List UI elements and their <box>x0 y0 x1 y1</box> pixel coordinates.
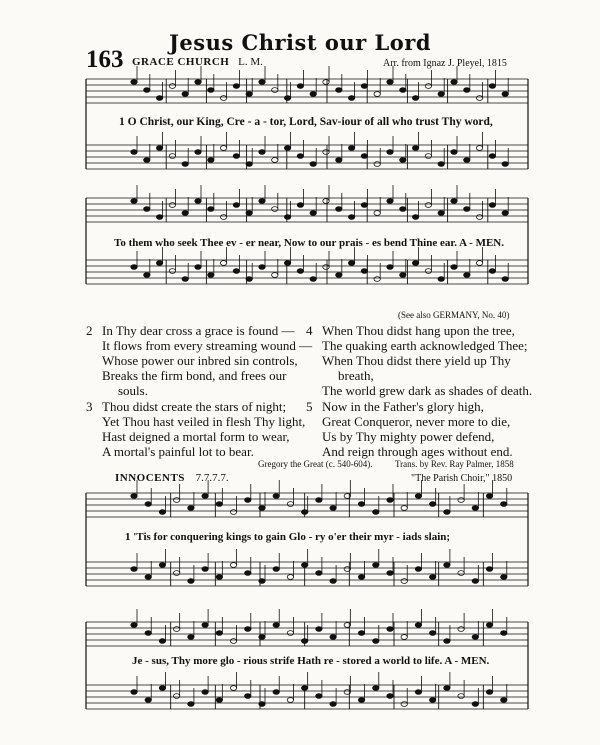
lyric-line-3: 1 'Tis for conquering kings to gain Glo - ry o'er their myr - iads slain; <box>125 531 451 543</box>
note-head <box>208 273 214 278</box>
note-head <box>361 203 367 208</box>
note-head <box>323 265 329 270</box>
note-head <box>458 571 464 576</box>
note-head <box>188 506 194 511</box>
note-head <box>245 694 251 699</box>
note-head <box>502 92 508 97</box>
note-head <box>489 154 495 159</box>
note-head <box>387 498 393 503</box>
note-head <box>400 207 406 212</box>
note-head <box>476 261 482 266</box>
note-head <box>501 502 507 507</box>
note-head <box>451 150 457 155</box>
note-head <box>310 211 316 216</box>
note-head <box>336 273 342 278</box>
note-head <box>259 199 265 204</box>
note-head <box>348 146 354 151</box>
note-head <box>195 150 201 155</box>
lyric-line-4: Je - sus, Thy more glo - rious strife Hath re - stored a world to life. A - MEN. <box>132 655 490 667</box>
verse-line: When Thou didst hang upon the tree, <box>322 323 515 338</box>
note-head <box>202 690 208 695</box>
note-head <box>361 84 367 89</box>
note-head <box>259 635 265 640</box>
note-head <box>373 686 379 691</box>
note-head <box>429 575 435 580</box>
note-head <box>169 154 175 159</box>
verse-line: Us by Thy mighty power defend, <box>322 429 495 444</box>
note-head <box>387 199 393 204</box>
note-head <box>131 199 137 204</box>
verse-line: Breaks the firm bond, and frees our <box>102 368 287 383</box>
note-head <box>287 575 293 580</box>
note-head <box>230 639 236 644</box>
note-head <box>208 88 214 93</box>
note-head <box>301 639 307 644</box>
verse-line: Great Conqueror, never more to die, <box>322 414 511 429</box>
note-head <box>444 639 450 644</box>
note-head <box>472 506 478 511</box>
note-head <box>502 162 508 167</box>
note-head <box>173 627 179 632</box>
note-head <box>159 510 165 515</box>
note-head <box>173 498 179 503</box>
note-head <box>401 635 407 640</box>
note-head <box>284 96 290 101</box>
note-head <box>489 84 495 89</box>
note-head <box>287 502 293 507</box>
note-head <box>472 579 478 584</box>
note-head <box>245 627 251 632</box>
note-head <box>387 627 393 632</box>
note-head <box>444 510 450 515</box>
note-head <box>438 162 444 167</box>
note-head <box>273 567 279 572</box>
note-head <box>202 567 208 572</box>
note-head <box>373 510 379 515</box>
note-head <box>272 273 278 278</box>
note-head <box>208 207 214 212</box>
note-head <box>415 690 421 695</box>
note-head <box>387 694 393 699</box>
note-head <box>216 575 222 580</box>
note-head <box>220 261 226 266</box>
note-head <box>425 203 431 208</box>
note-head <box>348 96 354 101</box>
note-head <box>374 162 380 167</box>
note-head <box>259 702 265 707</box>
note-head <box>323 199 329 204</box>
tune-source: "The Parish Choir," 1850 <box>411 473 513 484</box>
verse-line: When Thou didst there yield up Thy <box>322 353 511 368</box>
note-head <box>323 80 329 85</box>
note-head <box>358 502 364 507</box>
note-head <box>330 702 336 707</box>
note-head <box>259 506 265 511</box>
note-head <box>425 269 431 274</box>
author-credit: Gregory the Great (c. 540-604). <box>258 459 373 469</box>
note-head <box>159 563 165 568</box>
note-head <box>429 502 435 507</box>
note-head <box>464 158 470 163</box>
page-title: Jesus Christ our Lord <box>168 30 432 55</box>
note-head <box>401 506 407 511</box>
note-head <box>336 207 342 212</box>
note-head <box>438 92 444 97</box>
note-head <box>230 510 236 515</box>
note-head <box>476 146 482 151</box>
note-head <box>501 575 507 580</box>
note-head <box>182 92 188 97</box>
note-head <box>412 96 418 101</box>
note-head <box>233 203 239 208</box>
note-head <box>156 215 162 220</box>
verse-line: It flows from every streaming wound — <box>102 338 313 353</box>
note-head <box>374 277 380 282</box>
note-head <box>486 623 492 628</box>
note-head <box>310 162 316 167</box>
note-head <box>415 494 421 499</box>
note-head <box>400 158 406 163</box>
note-head <box>425 84 431 89</box>
note-head <box>358 698 364 703</box>
note-head <box>458 498 464 503</box>
note-head <box>464 88 470 93</box>
note-head <box>169 84 175 89</box>
verse-number: 4 <box>306 323 313 338</box>
note-head <box>387 265 393 270</box>
note-head <box>489 203 495 208</box>
note-head <box>145 631 151 636</box>
note-head <box>287 631 293 636</box>
note-head <box>451 265 457 270</box>
note-head <box>230 563 236 568</box>
note-head <box>415 567 421 572</box>
note-head <box>438 277 444 282</box>
see-also-note: (See also GERMANY, No. 40) <box>398 310 510 320</box>
note-head <box>156 261 162 266</box>
tune-header-innocents <box>115 472 229 484</box>
note-head <box>310 277 316 282</box>
note-head <box>159 639 165 644</box>
verse-5 <box>306 399 513 459</box>
note-head <box>195 80 201 85</box>
note-head <box>486 567 492 572</box>
verse-line: And reign through ages without end. <box>322 444 513 459</box>
note-head <box>131 690 137 695</box>
tune-meter: L. M. <box>238 56 263 68</box>
verse-number: 2 <box>86 323 93 338</box>
note-head <box>330 579 336 584</box>
note-head <box>246 211 252 216</box>
note-head <box>173 571 179 576</box>
note-head <box>220 146 226 151</box>
note-head <box>297 84 303 89</box>
note-head <box>373 639 379 644</box>
note-head <box>284 261 290 266</box>
note-head <box>182 277 188 282</box>
note-head <box>131 265 137 270</box>
translator-credit: Trans. by Rev. Ray Palmer, 1858 <box>395 459 514 469</box>
verse-line: Whose power our inbred sin controls, <box>102 353 298 368</box>
note-head <box>348 261 354 266</box>
note-head <box>301 686 307 691</box>
note-head <box>348 215 354 220</box>
note-head <box>316 694 322 699</box>
verse-2 <box>86 323 312 398</box>
note-head <box>464 207 470 212</box>
note-head <box>220 96 226 101</box>
note-head <box>412 146 418 151</box>
note-head <box>131 494 137 499</box>
note-head <box>429 698 435 703</box>
note-head <box>415 623 421 628</box>
note-head <box>273 690 279 695</box>
note-head <box>297 203 303 208</box>
hymn-number: 163 <box>86 46 124 73</box>
note-head <box>429 631 435 636</box>
note-head <box>374 92 380 97</box>
tune-name: INNOCENTS <box>115 472 185 484</box>
verse-4 <box>306 323 532 398</box>
note-head <box>489 269 495 274</box>
note-head <box>486 690 492 695</box>
verse-line: The quaking earth acknowledged Thee; <box>322 338 528 353</box>
note-head <box>336 158 342 163</box>
note-head <box>401 579 407 584</box>
note-head <box>246 92 252 97</box>
note-head <box>246 162 252 167</box>
lyric-line-2: To them who seek Thee ev - er near, Now to our prais - es bend Thine ear. A - MEN. <box>114 237 505 249</box>
note-head <box>195 199 201 204</box>
note-head <box>323 150 329 155</box>
note-head <box>501 698 507 703</box>
note-head <box>259 579 265 584</box>
note-head <box>259 150 265 155</box>
note-head <box>131 150 137 155</box>
note-head <box>387 150 393 155</box>
note-head <box>297 154 303 159</box>
note-head <box>173 694 179 699</box>
verse-line: The world grew dark as shades of death. <box>322 383 533 398</box>
note-head <box>412 261 418 266</box>
note-head <box>387 571 393 576</box>
note-head <box>188 635 194 640</box>
note-head <box>502 277 508 282</box>
note-head <box>245 571 251 576</box>
note-head <box>301 510 307 515</box>
verse-line: breath, <box>338 368 374 383</box>
note-head <box>245 498 251 503</box>
note-head <box>246 277 252 282</box>
note-head <box>208 158 214 163</box>
note-head <box>374 211 380 216</box>
note-head <box>202 623 208 628</box>
note-head <box>316 571 322 576</box>
note-head <box>412 215 418 220</box>
note-head <box>284 215 290 220</box>
note-head <box>202 494 208 499</box>
note-head <box>316 627 322 632</box>
note-head <box>284 146 290 151</box>
note-head <box>169 269 175 274</box>
note-head <box>144 158 150 163</box>
note-head <box>502 211 508 216</box>
note-head <box>145 502 151 507</box>
note-head <box>444 686 450 691</box>
note-head <box>400 88 406 93</box>
tune-meter: 7.7.7.7. <box>195 472 229 484</box>
note-head <box>230 686 236 691</box>
verse-line: Yet Thou hast veiled in flesh Thy light, <box>102 414 306 429</box>
note-head <box>233 84 239 89</box>
note-head <box>259 265 265 270</box>
note-head <box>458 694 464 699</box>
note-head <box>182 162 188 167</box>
note-head <box>336 88 342 93</box>
note-head <box>476 96 482 101</box>
verse-3 <box>86 399 305 459</box>
note-head <box>401 702 407 707</box>
note-head <box>159 686 165 691</box>
note-head <box>451 80 457 85</box>
note-head <box>451 199 457 204</box>
note-head <box>131 80 137 85</box>
note-head <box>330 506 336 511</box>
note-head <box>216 698 222 703</box>
note-head <box>438 211 444 216</box>
note-head <box>182 211 188 216</box>
note-head <box>156 146 162 151</box>
note-head <box>273 494 279 499</box>
note-head <box>131 567 137 572</box>
note-head <box>272 88 278 93</box>
note-head <box>273 623 279 628</box>
note-head <box>259 80 265 85</box>
note-head <box>195 265 201 270</box>
verse-line: Thou didst create the stars of night; <box>102 399 287 414</box>
note-head <box>145 698 151 703</box>
note-head <box>361 269 367 274</box>
note-head <box>272 207 278 212</box>
note-head <box>361 154 367 159</box>
verse-line: souls. <box>118 383 148 398</box>
note-head <box>233 269 239 274</box>
note-head <box>358 631 364 636</box>
note-head <box>458 627 464 632</box>
note-head <box>387 80 393 85</box>
verse-line: In Thy dear cross a grace is found — <box>102 323 295 338</box>
note-head <box>144 88 150 93</box>
note-head <box>272 158 278 163</box>
note-head <box>373 563 379 568</box>
note-head <box>233 154 239 159</box>
note-head <box>472 635 478 640</box>
note-head <box>476 215 482 220</box>
note-head <box>144 273 150 278</box>
note-head <box>486 494 492 499</box>
note-head <box>444 563 450 568</box>
note-head <box>501 631 507 636</box>
note-head <box>464 273 470 278</box>
tune-name: GRACE CHURCH <box>132 56 230 68</box>
verse-number: 3 <box>86 399 93 414</box>
note-head <box>156 96 162 101</box>
lyric-line-1: 1 O Christ, our King, Cre - a - tor, Lord, Sav-iour of all who trust Thy word, <box>119 116 493 128</box>
verse-number: 5 <box>306 399 313 414</box>
note-head <box>297 269 303 274</box>
note-head <box>169 203 175 208</box>
note-head <box>310 92 316 97</box>
note-head <box>301 563 307 568</box>
note-head <box>188 702 194 707</box>
note-head <box>358 575 364 580</box>
note-head <box>144 207 150 212</box>
note-head <box>472 702 478 707</box>
note-head <box>425 154 431 159</box>
note-head <box>188 579 194 584</box>
note-head <box>216 502 222 507</box>
verse-line: A mortal's painful lot to bear. <box>102 444 254 459</box>
verse-line: Now in the Father's glory high, <box>322 399 484 414</box>
verse-line: Hast deigned a mortal form to wear, <box>102 429 290 444</box>
note-head <box>131 623 137 628</box>
note-head <box>316 498 322 503</box>
note-head <box>287 698 293 703</box>
note-head <box>220 215 226 220</box>
note-head <box>330 635 336 640</box>
note-head <box>400 273 406 278</box>
note-head <box>145 575 151 580</box>
arranger-credit: Arr. from Ignaz J. Pleyel, 1815 <box>383 58 507 69</box>
note-head <box>216 631 222 636</box>
